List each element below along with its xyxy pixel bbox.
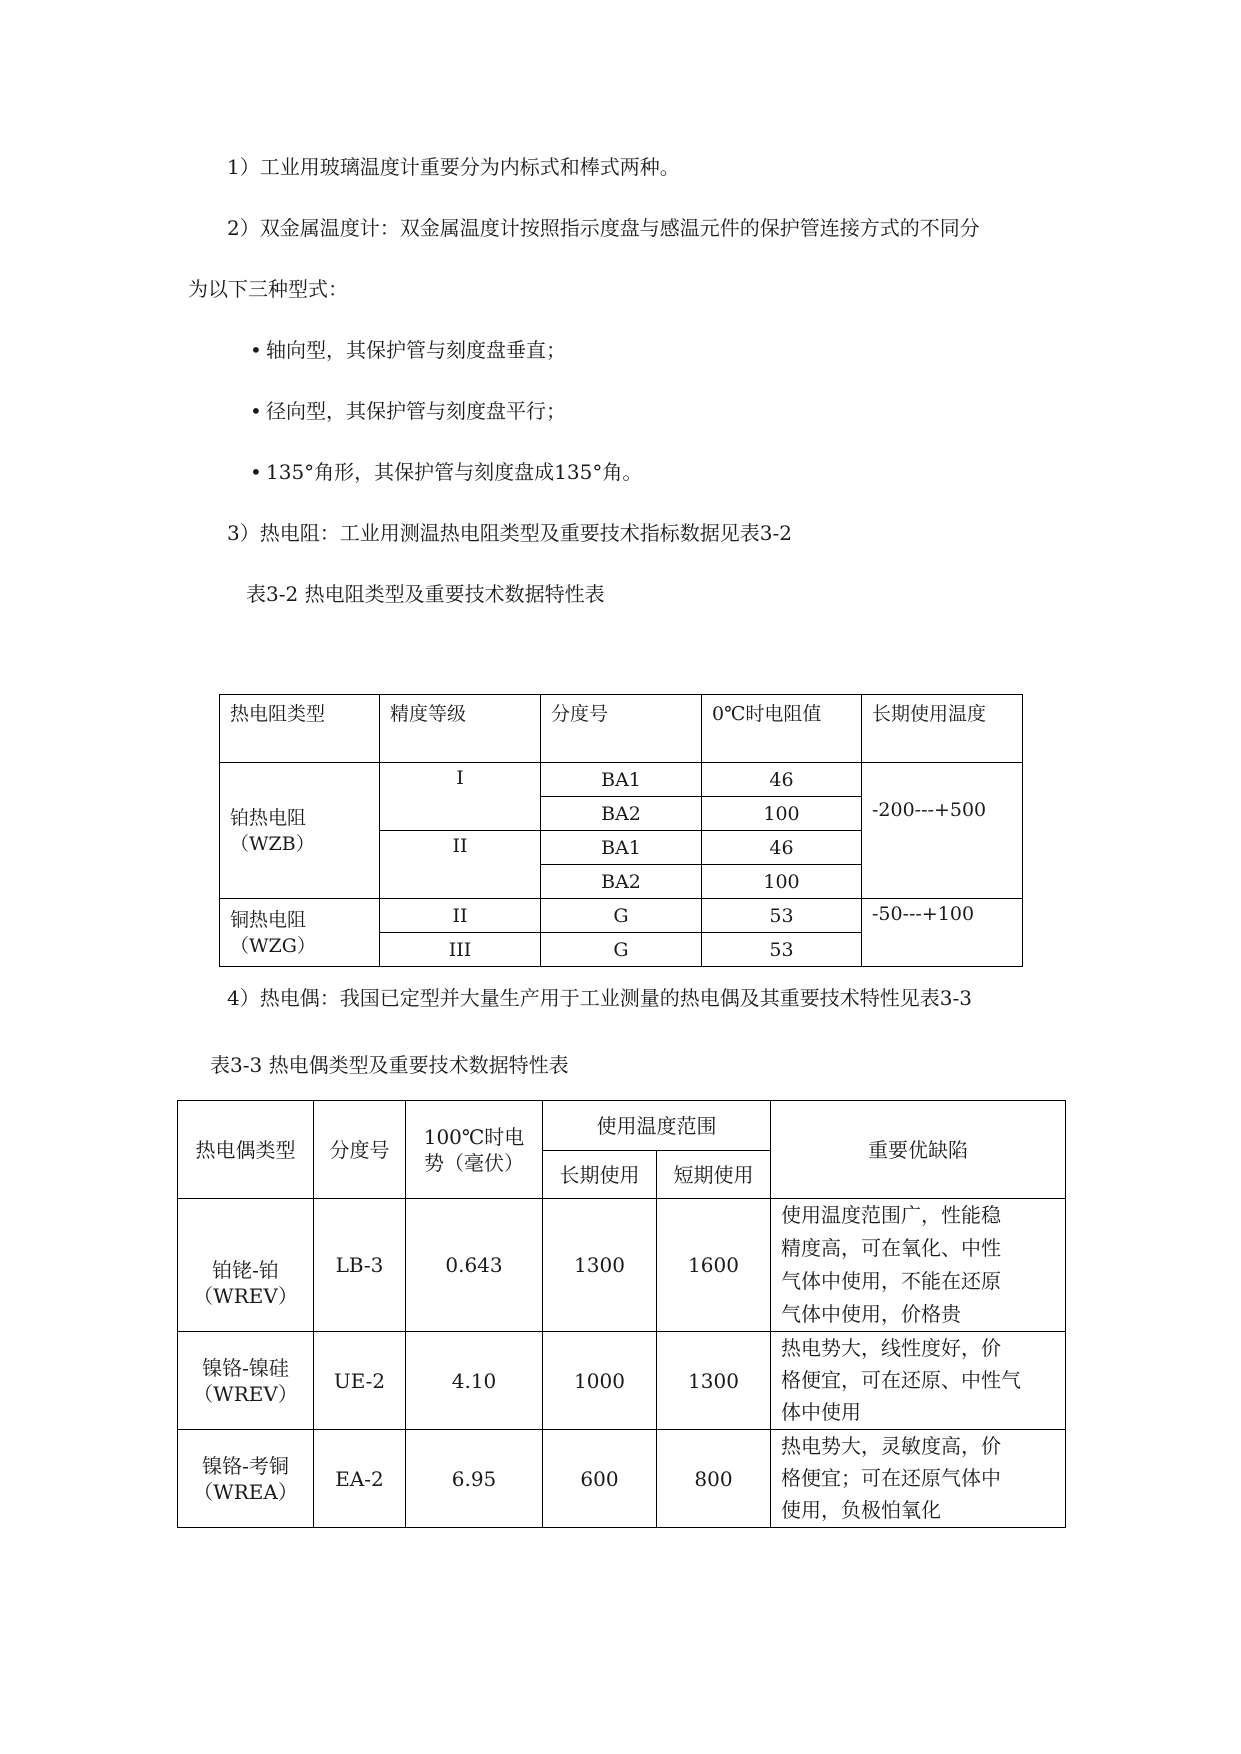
type-cell-copper — [220, 899, 380, 967]
division-cell: G — [541, 899, 702, 933]
table-header-cell: 热电阻类型 — [220, 695, 380, 763]
type-cell — [178, 1430, 314, 1528]
type-cell-platinum — [220, 763, 380, 899]
resistance-cell: 53 — [702, 933, 862, 967]
type-name: 铂热电阻 — [230, 806, 307, 829]
division-cell: BA2 — [541, 865, 702, 899]
table-header-cell: 短期使用 — [657, 1151, 771, 1199]
notes-line: 格便宜，可在还原、中性气 — [781, 1368, 1021, 1392]
short-term-cell: 1600 — [657, 1199, 771, 1332]
type-code: （WREA） — [193, 1479, 298, 1504]
paragraph-2-line-1: 2）双金属温度计：双金属温度计按照指示度盘与感温元件的保护管连接方式的不同分 — [227, 216, 980, 240]
bullet-icon: • — [250, 338, 262, 362]
notes-line: 气体中使用，不能在还原 — [781, 1269, 1001, 1293]
resistance-cell: 53 — [702, 899, 862, 933]
grade-cell: II — [380, 899, 541, 933]
emf-cell: 4.10 — [406, 1332, 543, 1430]
paragraph-3: 3）热电阻：工业用测温热电阻类型及重要技术指标数据见表3-2 — [227, 521, 792, 545]
type-code: （WREV） — [193, 1381, 298, 1406]
grade-cell: II — [380, 831, 541, 899]
type-name: 镍铬-镍硅 — [202, 1355, 289, 1380]
resistance-cell: 46 — [702, 763, 862, 797]
emf-header-line-2: 势（毫伏） — [424, 1150, 524, 1175]
table-header-cell: 热电偶类型 — [178, 1101, 314, 1199]
division-cell: BA1 — [541, 831, 702, 865]
notes-line: 使用，负极怕氧化 — [781, 1498, 941, 1522]
table-row — [220, 899, 1023, 933]
grade-cell: I — [380, 763, 541, 831]
paragraph-4: 4）热电偶：我国已定型并大量生产用于工业测量的热电偶及其重要技术特性见表3-3 — [227, 986, 972, 1010]
table-header-cell: 使用温度范围 — [543, 1101, 771, 1151]
notes-line: 热电势大，灵敏度高，价 — [781, 1434, 1001, 1458]
temperature-cell: -200---+500 — [862, 763, 1023, 899]
resistance-cell: 100 — [702, 865, 862, 899]
bullet-item-radial — [250, 398, 566, 424]
notes-line: 精度高，可在氧化、中性 — [781, 1236, 1001, 1260]
division-cell: BA1 — [541, 763, 702, 797]
table-header-cell: 分度号 — [541, 695, 702, 763]
table-header-row — [178, 1101, 1066, 1151]
paragraph-1: 1）工业用玻璃温度计重要分为内标式和棒式两种。 — [227, 155, 680, 179]
table-header-cell: 0℃时电阻值 — [702, 695, 862, 763]
table-row — [178, 1332, 1066, 1430]
type-name: 铂铑-铂 — [212, 1258, 279, 1282]
long-term-cell: 600 — [543, 1430, 657, 1528]
bullet-icon: • — [250, 460, 262, 484]
type-code: （WZB） — [230, 832, 315, 855]
long-term-cell: 1000 — [543, 1332, 657, 1430]
notes-line: 格便宜；可在还原气体中 — [781, 1466, 1001, 1490]
table-header-cell: 长期使用温度 — [862, 695, 1023, 763]
grade-cell: III — [380, 933, 541, 967]
short-term-cell: 800 — [657, 1430, 771, 1528]
notes-cell — [771, 1332, 1066, 1430]
emf-header-line-1: 100℃时电 — [423, 1124, 525, 1149]
table-header-row — [220, 695, 1023, 763]
type-cell — [178, 1199, 314, 1332]
type-cell — [178, 1332, 314, 1430]
temperature-cell: -50---+100 — [862, 899, 1023, 967]
emf-cell: 6.95 — [406, 1430, 543, 1528]
table-row — [178, 1430, 1066, 1528]
table-3-2-caption: 表3-2 热电阻类型及重要技术数据特性表 — [246, 582, 605, 606]
type-name: 铜热电阻 — [230, 908, 307, 931]
division-cell: EA-2 — [314, 1430, 406, 1528]
notes-line: 热电势大，线性度好，价 — [781, 1336, 1001, 1360]
table-3-3-caption: 表3-3 热电偶类型及重要技术数据特性表 — [210, 1053, 569, 1077]
table-row — [220, 763, 1023, 797]
resistance-cell: 100 — [702, 797, 862, 831]
table-header-cell: 重要优缺陷 — [771, 1101, 1066, 1199]
division-cell: G — [541, 933, 702, 967]
table-header-cell: 精度等级 — [380, 695, 541, 763]
division-cell: LB-3 — [314, 1199, 406, 1332]
type-name: 镍铬-考铜 — [202, 1453, 289, 1478]
bullet-text: 135°角形，其保护管与刻度盘成135°角。 — [266, 460, 643, 484]
table-header-cell: 分度号 — [314, 1101, 406, 1199]
bullet-item-axial — [250, 337, 566, 363]
notes-cell — [771, 1430, 1066, 1528]
long-term-cell: 1300 — [543, 1199, 657, 1332]
division-cell: BA2 — [541, 797, 702, 831]
notes-line: 气体中使用，价格贵 — [781, 1302, 961, 1326]
type-code: （WZG） — [230, 934, 316, 957]
short-term-cell: 1300 — [657, 1332, 771, 1430]
bullet-text: 径向型，其保护管与刻度盘平行； — [266, 399, 566, 423]
division-cell: UE-2 — [314, 1332, 406, 1430]
table-header-cell: 长期使用 — [543, 1151, 657, 1199]
bullet-icon: • — [250, 399, 262, 423]
table-row — [178, 1199, 1066, 1332]
emf-cell: 0.643 — [406, 1199, 543, 1332]
table-header-cell — [406, 1101, 543, 1199]
table-3-2 — [219, 694, 1023, 967]
notes-cell — [771, 1199, 1066, 1332]
bullet-item-angle — [250, 459, 642, 485]
table-3-3 — [177, 1100, 1066, 1528]
paragraph-2-line-2: 为以下三种型式： — [188, 277, 348, 301]
resistance-cell: 46 — [702, 831, 862, 865]
notes-line: 使用温度范围广，性能稳 — [781, 1203, 1001, 1227]
type-code: （WREV） — [193, 1284, 298, 1308]
notes-line: 体中使用 — [781, 1400, 861, 1424]
bullet-text: 轴向型，其保护管与刻度盘垂直； — [266, 338, 566, 362]
